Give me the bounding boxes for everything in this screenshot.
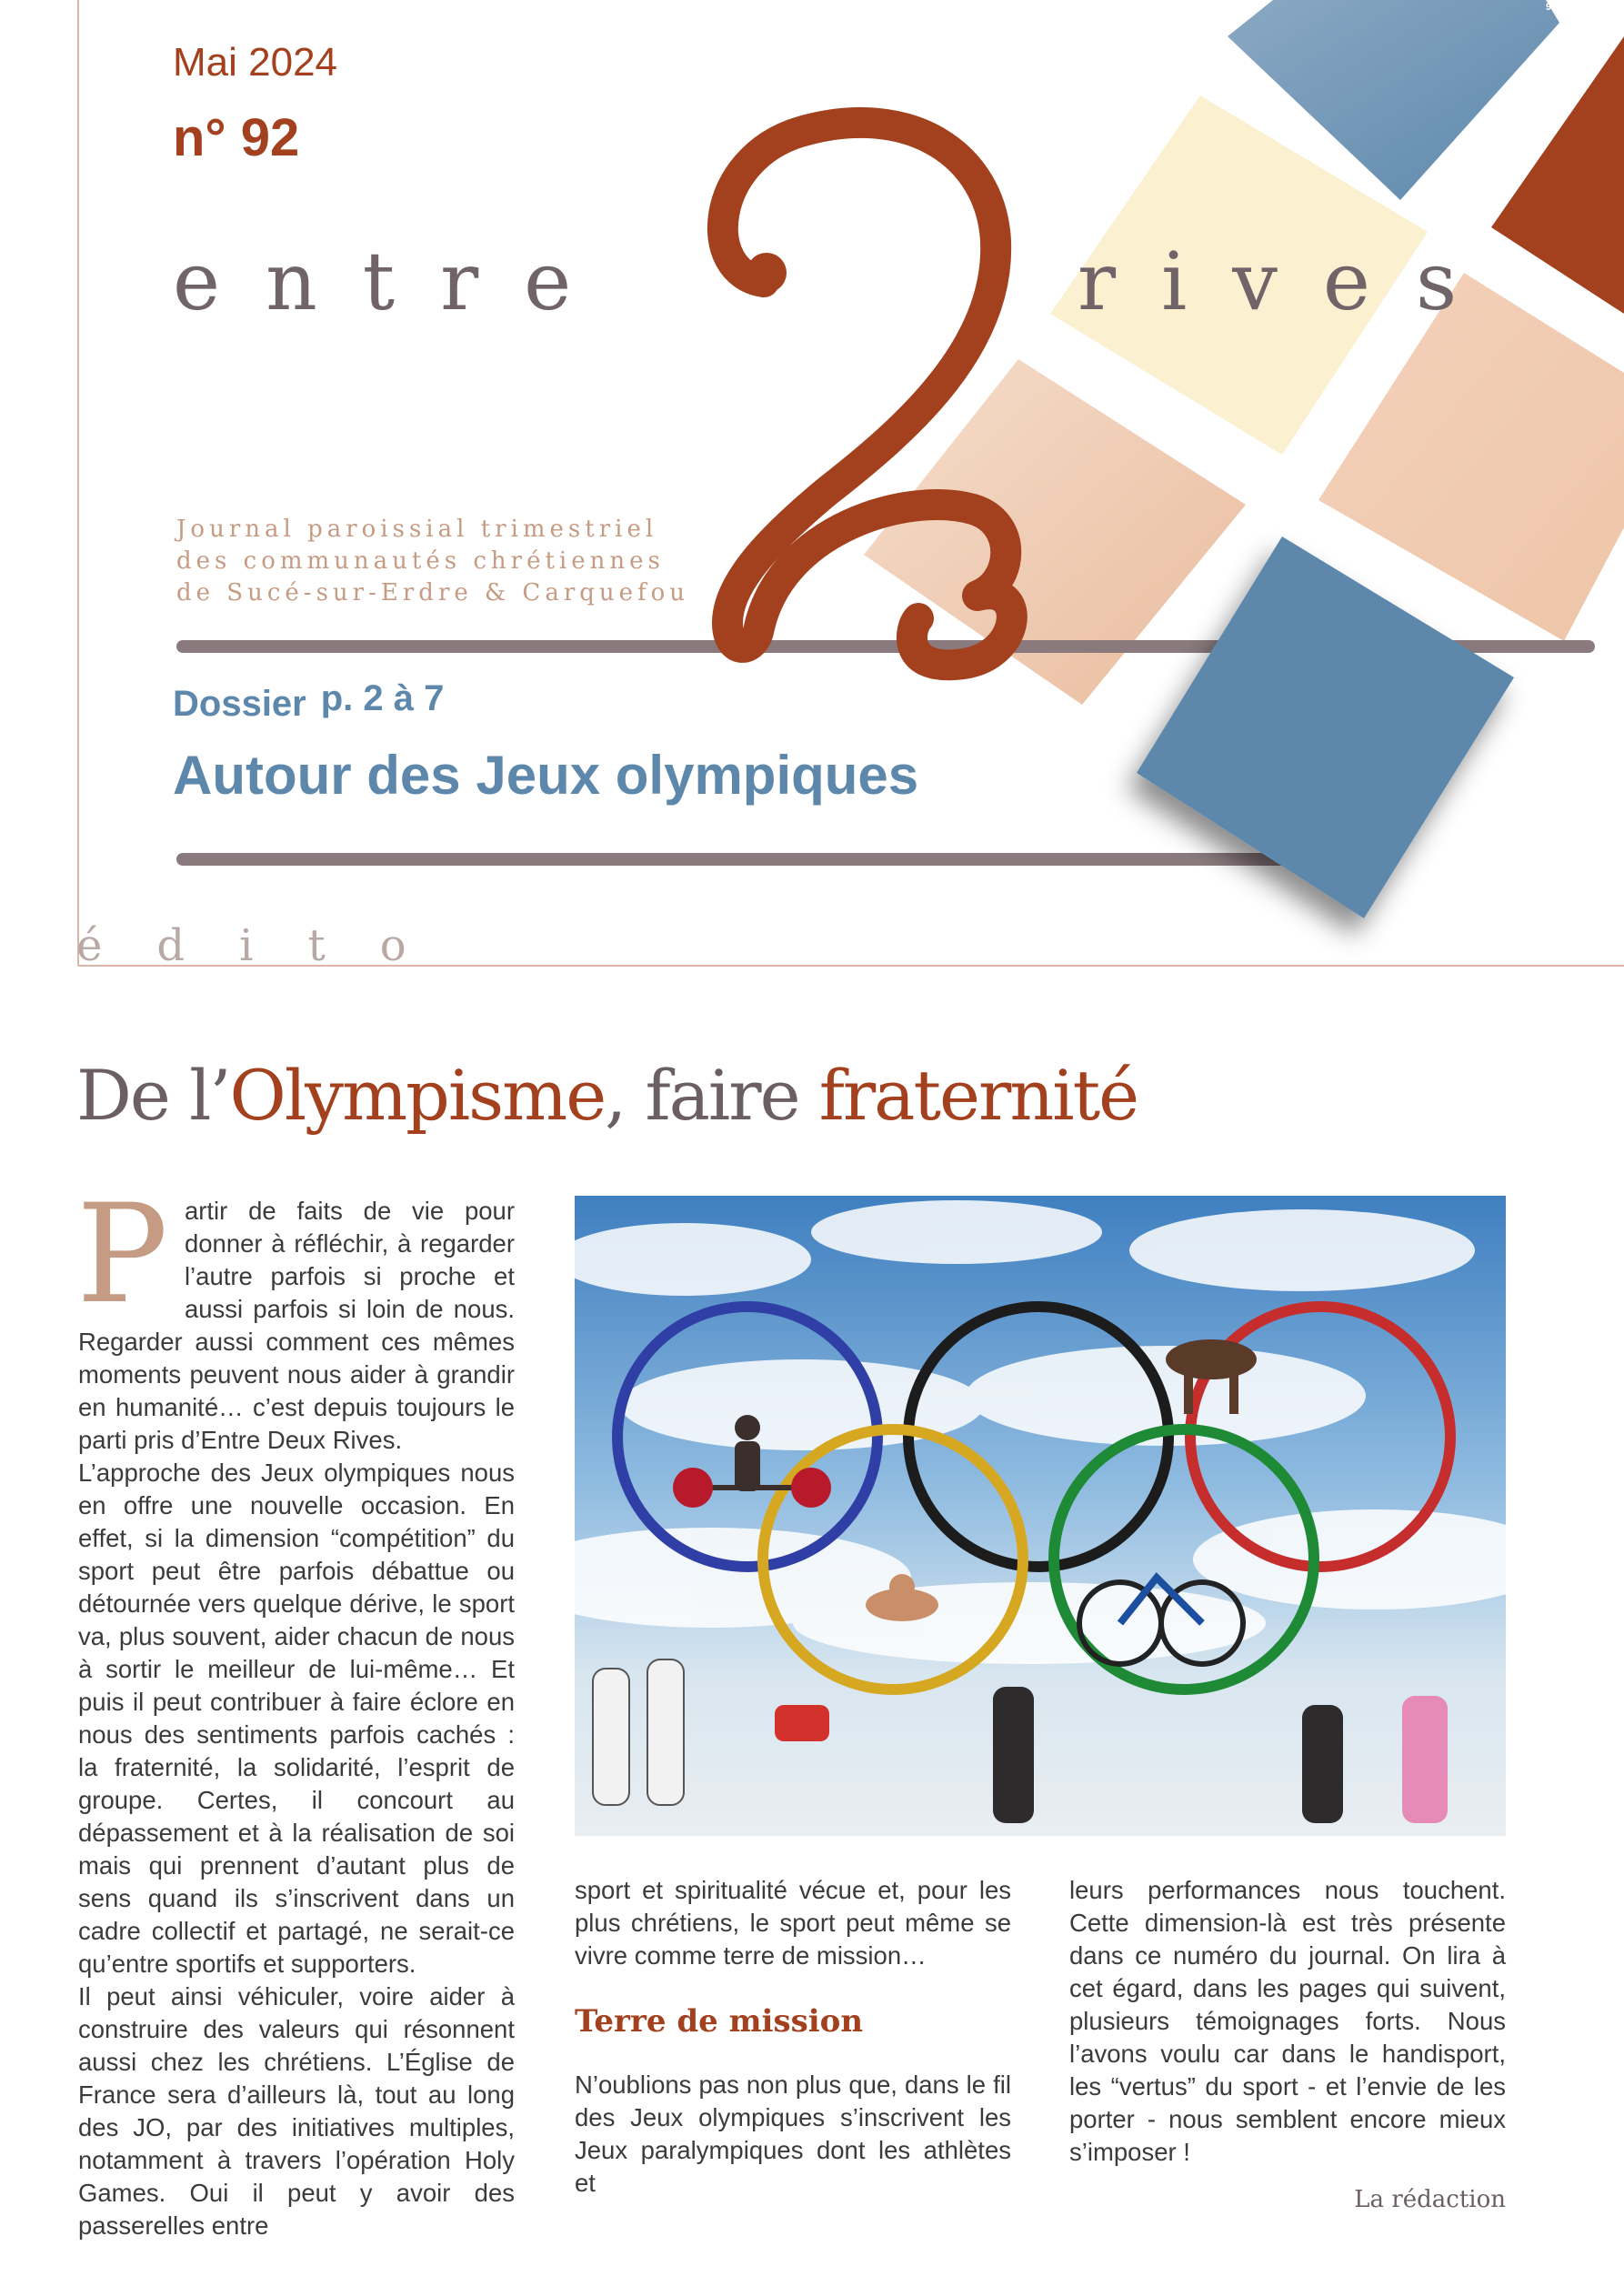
paragraph: sport et spiritualité vécue et, pour les plus chrétiens, le sport peut même se vivre comme terre de mission… [575,1876,1011,1970]
title-entre: entre [173,235,617,328]
logo-number-two [723,123,1012,665]
edito-column-2 [575,1874,1011,2200]
tagline-line: Journal paroissial trimestriel [176,516,658,543]
headline-accent: fraternité [818,1055,1138,1136]
paragraph: leurs performances nous touchent. Cette dimension-là est très présente dans ce numéro du journal. On lira à cet égard, dans les pages qui suivent, plusieurs témoignages forts. Nous l’avons voulu car dans le handisport, les “vertus” du sport - et l’envie de les porter - nous semblent encore mieux s’imposer ! [1069,1876,1506,2166]
issue-date: Mai 2024 [173,40,338,85]
issue-number: n° 92 [173,108,300,167]
tagline-line: des communautés chrétiennes [176,547,665,575]
edito-column-1 [76,1176,515,2242]
paragraph: L’approche des Jeux olympiques nous en offre une nouvelle occasion. En effet, si la dimension “compétition” du sport peut être parfois débattue ou détournée vers quelque dérive, le sport va, plus souvent, aider chacun de nous à sortir le meilleur de lui-même… Et puis il peut contribuer à faire éclore en nous des sentiments parfois cachés : la fraternité, la solidarité, l’esprit de groupe. Certes, il concourt au dépassement et à la réalisation de soi mais qui prennent d’autant plus de sens quand ils s’inscrivent dans un cadre collectif et partagé, ne serait-ce qu’entre sportifs et supporters. [78,1459,515,1978]
headline-part: , faire [605,1055,819,1136]
dropcap: P [76,1176,168,1334]
paragraph: artir de faits de vie pour donner à réfléchir, à regarder l’autre parfois si proche et aussi parfois si loin de nous. Regarder aussi comment ces mêmes moments peuvent nous aider à grandir en humanité… c’est depuis toujours le parti pris d’Entre Deux Rives. [78,1197,515,1454]
print-code: 9232 [1546,2,1569,13]
edito-column-3 [1069,1874,1506,2216]
edito-headline [76,1055,1138,1136]
dossier-pages: p. 2 à 7 [320,678,445,718]
edito-label: édito [76,920,461,971]
header-bar-bottom [176,853,1313,866]
paragraph: Il peut ainsi véhiculer, voire aider à construire des valeurs qui résonnent aussi chez les chrétiens. L’Église de France sera d’ailleurs là, tout au long des JO, par des initiatives multiples, notamment à travers l’opération Holy Games. Oui il peut y avoir des passerelles entre [78,1982,515,2240]
paragraph: N’oublions pas non plus que, dans le fil des Jeux olympiques s’inscrivent les Jeux paralympiques dont les athlètes et [575,2070,1011,2197]
signature: La rédaction [1354,2186,1506,2213]
headline-part: De l’ [76,1055,230,1136]
subheading-terre-de-mission: Terre de mission [575,2003,864,2040]
title-rives: rives [1078,235,1503,328]
headline-accent: Olympisme [229,1055,606,1136]
logo-two-dot [747,253,787,293]
olympic-illustration [575,1196,1506,1836]
tagline-line: de Sucé-sur-Erdre & Carquefou [176,579,690,607]
dossier-label [173,678,445,725]
tagline [176,514,689,609]
dossier-word: Dossier [173,684,306,724]
triangle-rust [1491,36,1624,314]
dossier-title: Autour des Jeux olympiques [173,745,919,806]
